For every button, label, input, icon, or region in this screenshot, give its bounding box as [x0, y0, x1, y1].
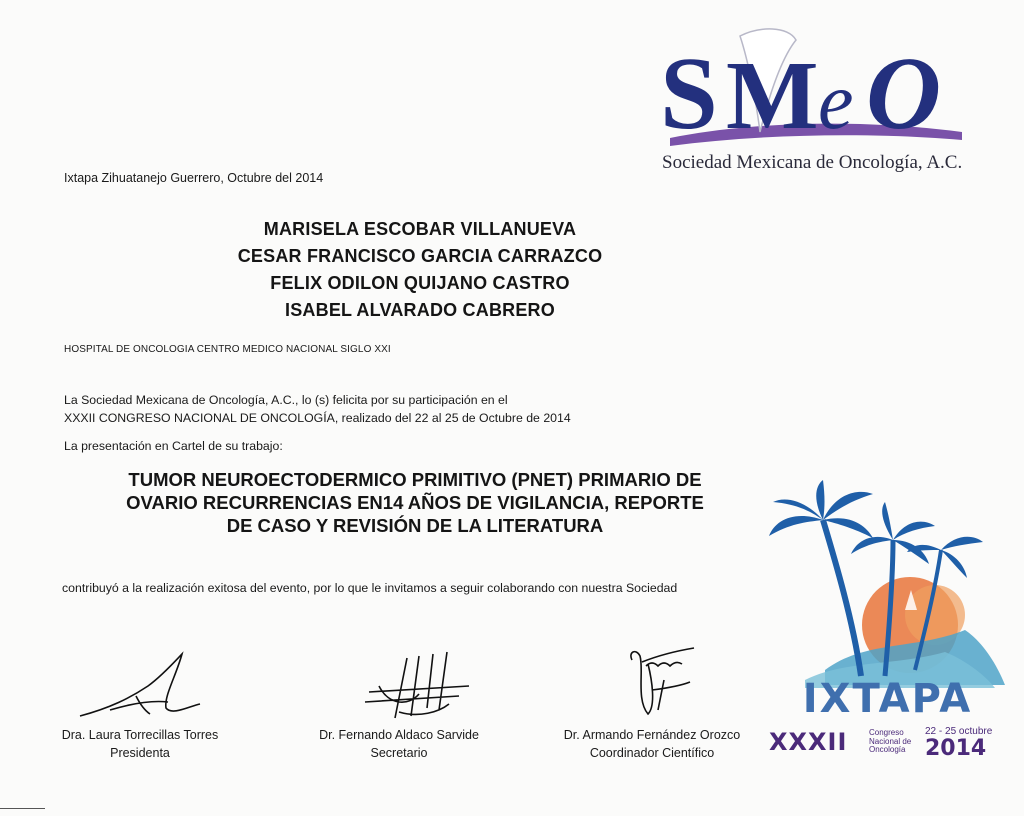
logo-subtitle: Sociedad Mexicana de Oncología, A.C. — [662, 152, 963, 173]
svg-text:O: O — [866, 36, 942, 151]
place-date: Ixtapa Zihuatanejo Guerrero, Octubre del 2014 — [64, 171, 324, 185]
signatory-role: Secretario — [370, 746, 428, 760]
signatory-role: Presidenta — [110, 746, 170, 760]
work-title — [60, 468, 770, 537]
signature-image — [299, 646, 499, 726]
signatory-secretary — [284, 646, 514, 762]
svg-text:e: e — [818, 58, 854, 146]
event-year: 2014 — [925, 736, 987, 761]
smeo-logo — [640, 20, 980, 195]
author-name: MARISELA ESCOBAR VILLANUEVA — [263, 219, 577, 239]
signatory-president — [25, 646, 255, 762]
svg-text:M: M — [726, 42, 819, 150]
event-roman-numeral: XXXII — [769, 728, 848, 756]
signatory-name: Dr. Armando Fernández Orozco — [563, 728, 741, 742]
event-dates: 22 - 25 octubre — [925, 726, 993, 737]
signatory-name: Dra. Laura Torrecillas Torres — [61, 728, 219, 742]
signature-image — [40, 646, 240, 726]
signatory-name: Dr. Fernando Aldaco Sarvide — [319, 728, 479, 742]
edge-line — [0, 808, 45, 809]
palm-beach-illustration — [765, 480, 1015, 690]
body-line-3: La presentación en Cartel de su trabajo: — [64, 439, 283, 453]
work-title-line: TUMOR NEUROECTODERMICO PRIMITIVO (PNET) PRIMARIO DE — [128, 469, 702, 490]
author-name: ISABEL ALVARADO CABRERO — [285, 300, 555, 320]
signature-image — [552, 640, 752, 726]
smeo-logo-mark — [640, 20, 980, 160]
event-congress-line: Nacional de — [869, 736, 912, 746]
author-name: FELIX ODILON QUIJANO CASTRO — [270, 273, 570, 293]
institution: HOSPITAL DE ONCOLOGIA CENTRO MEDICO NACIONAL SIGLO XXI — [64, 344, 391, 355]
event-congress-line: Congreso — [869, 728, 904, 737]
signatory-role: Coordinador Científico — [589, 746, 715, 760]
work-title-line: DE CASO Y REVISIÓN DE LA LITERATURA — [226, 515, 604, 536]
body-line-2: XXXII CONGRESO NACIONAL DE ONCOLOGÍA, realizado del 22 al 25 de Octubre de 2014 — [64, 411, 571, 425]
body-line-1: La Sociedad Mexicana de Oncología, A.C., lo (s) felicita por su participación en el — [64, 393, 508, 407]
work-title-line: OVARIO RECURRENCIAS EN14 AÑOS DE VIGILANCIA, REPORTE — [126, 492, 704, 513]
author-name: CESAR FRANCISCO GARCIA CARRAZCO — [237, 246, 603, 266]
author-list — [150, 216, 690, 324]
closing-text: contribuyó a la realización exitosa del evento, por lo que le invitamos a seguir colaborando con nuestra Sociedad — [62, 581, 678, 595]
event-congress-label — [869, 729, 925, 755]
svg-text:S: S — [660, 36, 718, 151]
ixtapa-congress-logo — [765, 480, 1015, 770]
event-word: IXTAPA — [802, 676, 973, 722]
event-congress-line: Oncología — [869, 745, 906, 754]
signatory-coordinator — [537, 640, 767, 762]
